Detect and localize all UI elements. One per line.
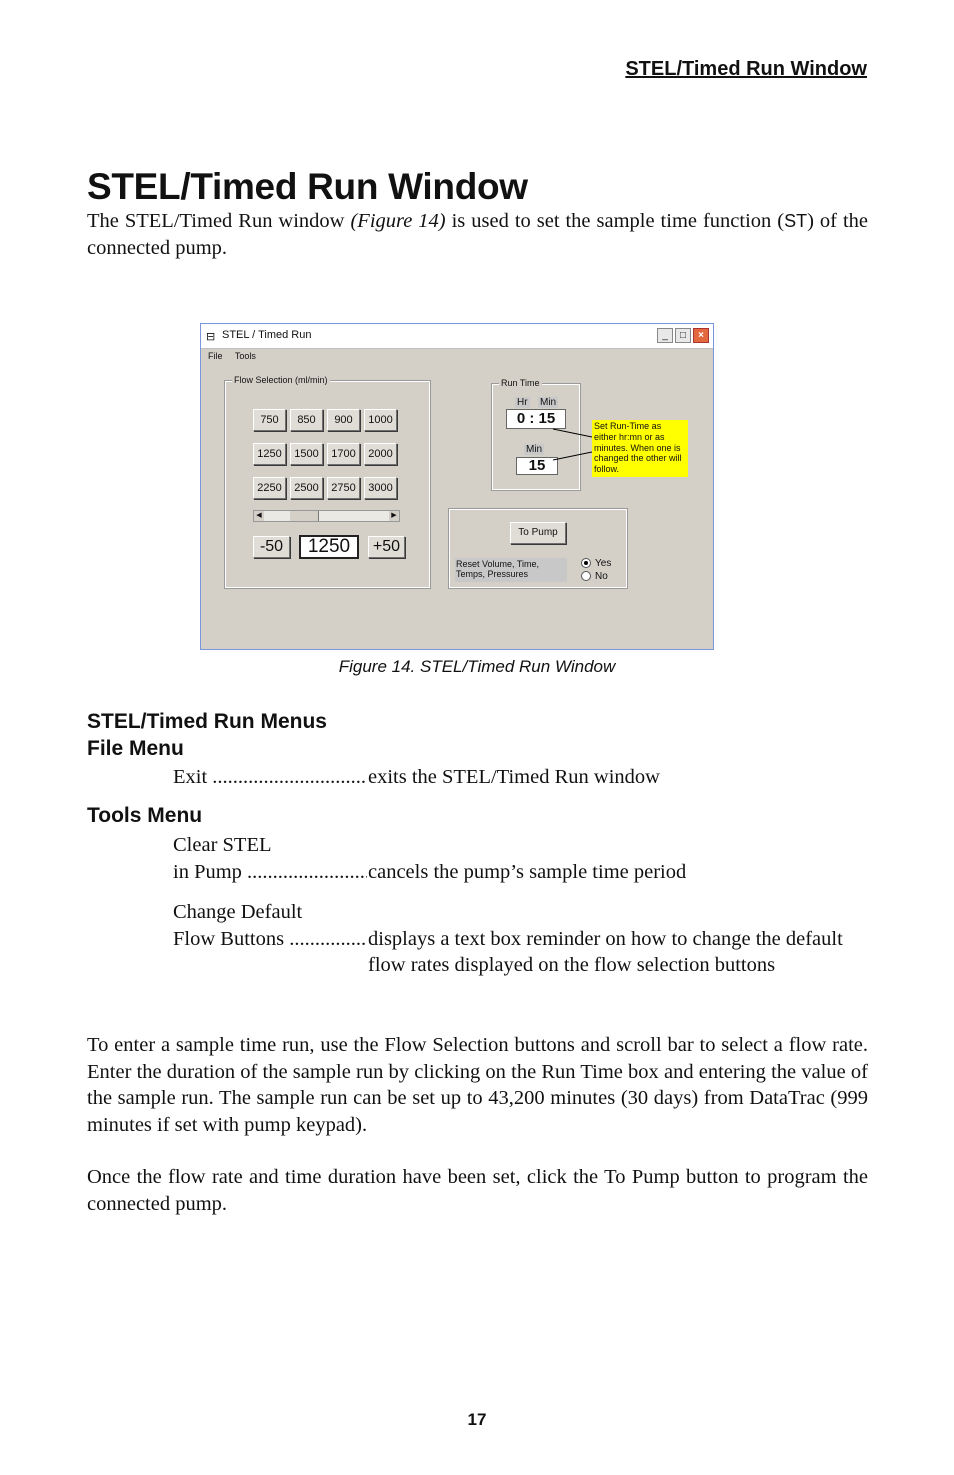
to-pump-group	[449, 509, 627, 588]
flow-button[interactable]: 1700	[327, 443, 360, 465]
reset-label: Reset Volume, Time, Temps, Pressures	[455, 558, 567, 582]
minutes-input[interactable]: 15	[516, 457, 558, 475]
close-icon[interactable]: ×	[693, 328, 709, 343]
run-time-group	[492, 378, 580, 490]
page-number: 17	[467, 1410, 487, 1429]
tools-menu-entry-change-default	[0, 899, 954, 1009]
intro-text-3: ) of the connected pump.	[87, 210, 869, 259]
tools-menu-entry-clear-stel	[0, 832, 954, 892]
flow-button[interactable]: 850	[290, 409, 323, 431]
entry-term-line1: Clear STEL	[173, 834, 272, 856]
no-label: No	[595, 571, 608, 582]
run-time-note: Set Run-Time as either hr:mn or as minutes. When one is changed the other will follow.	[592, 420, 688, 477]
flow-button[interactable]: 1500	[290, 443, 323, 465]
flow-button[interactable]: 1250	[253, 443, 286, 465]
scroll-right-icon[interactable]: ▶	[389, 511, 399, 521]
flow-button[interactable]: 750	[253, 409, 286, 431]
entry-desc: cancels the pump’s sample time period	[368, 860, 687, 883]
entry-term: in Pump .....	[173, 859, 367, 886]
flow-selection-label: Flow Selection (ml/min)	[234, 375, 328, 385]
run-time-label: Run Time	[501, 378, 540, 388]
intro-paragraph	[87, 208, 868, 261]
tools-menu-heading: Tools Menu	[87, 804, 203, 827]
entry-desc: displays a text box reminder on how to change the default flow rates displayed on the flow selection buttons	[368, 927, 843, 976]
scroll-thumb[interactable]	[290, 511, 319, 521]
flow-value-display[interactable]: 1250	[299, 535, 359, 559]
entry-term: Flow Buttons .....	[173, 926, 367, 953]
hr-min-input[interactable]: 0 : 15	[506, 409, 566, 429]
body-paragraph: Once the flow rate and time duration have been set, click the To Pump button to program the connected pump.	[87, 1166, 868, 1215]
minimize-icon[interactable]: _	[657, 328, 673, 343]
radio-unselected-icon	[581, 571, 591, 581]
plus-50-button[interactable]: +50	[368, 536, 405, 558]
running-header: STEL/Timed Run Window	[625, 58, 867, 80]
reset-yes-radio[interactable]	[581, 558, 611, 569]
intro-text-2: is used to set the sample time function (	[445, 210, 785, 232]
yes-label: Yes	[595, 558, 612, 569]
app-icon: ⊟	[206, 331, 216, 343]
menus-heading: STEL/Timed Run Menus	[87, 710, 327, 733]
flow-button[interactable]: 1000	[364, 409, 397, 431]
stel-window-screenshot	[200, 323, 714, 650]
st-symbol: ST	[784, 211, 808, 231]
body-paragraph: To enter a sample time run, use the Flow Selection buttons and scroll bar to select a flow rate. Enter the duration of the sample run by clicking on the Run Time box and entering the value of the sample run. The sample run can be set up to 43,200 minutes (30 days) from DataTrac (999 minutes if set with pump keypad).	[87, 1034, 868, 1136]
minus-50-button[interactable]: -50	[253, 536, 290, 558]
flow-button[interactable]: 2750	[327, 477, 360, 499]
entry-desc: exits the STEL/Timed Run window	[368, 766, 660, 788]
flow-button[interactable]: 2000	[364, 443, 397, 465]
file-menu-heading: File Menu	[87, 737, 184, 760]
page-title: STEL/Timed Run Window	[87, 166, 528, 207]
flow-button[interactable]: 2250	[253, 477, 286, 499]
menu-tools[interactable]: Tools	[234, 351, 256, 361]
menu-file[interactable]: File	[208, 351, 223, 361]
scroll-left-icon[interactable]: ◀	[254, 511, 264, 521]
window-titlebar[interactable]	[201, 324, 713, 349]
hr-label: Hr	[517, 397, 528, 408]
entry-term-line1: Change Default	[173, 901, 303, 923]
flow-button[interactable]: 2500	[290, 477, 323, 499]
intro-text-1: The STEL/Timed Run window	[87, 210, 351, 232]
min-only-label: Min	[526, 444, 543, 455]
flow-selection-group	[225, 375, 430, 588]
window-title: STEL / Timed Run	[222, 329, 312, 341]
maximize-icon[interactable]: □	[675, 328, 691, 343]
reset-no-radio[interactable]	[581, 571, 608, 582]
flow-scrollbar[interactable]	[253, 510, 400, 522]
min-label: Min	[540, 397, 557, 408]
flow-button[interactable]: 3000	[364, 477, 397, 499]
figure-caption: Figure 14. STEL/Timed Run Window	[338, 657, 616, 676]
radio-selected-icon	[581, 558, 591, 568]
figure-reference: (Figure 14)	[350, 210, 446, 232]
window-menubar	[201, 349, 713, 364]
to-pump-button[interactable]: To Pump	[510, 522, 566, 544]
flow-button[interactable]: 900	[327, 409, 360, 431]
entry-term: Exit .....	[173, 764, 367, 791]
